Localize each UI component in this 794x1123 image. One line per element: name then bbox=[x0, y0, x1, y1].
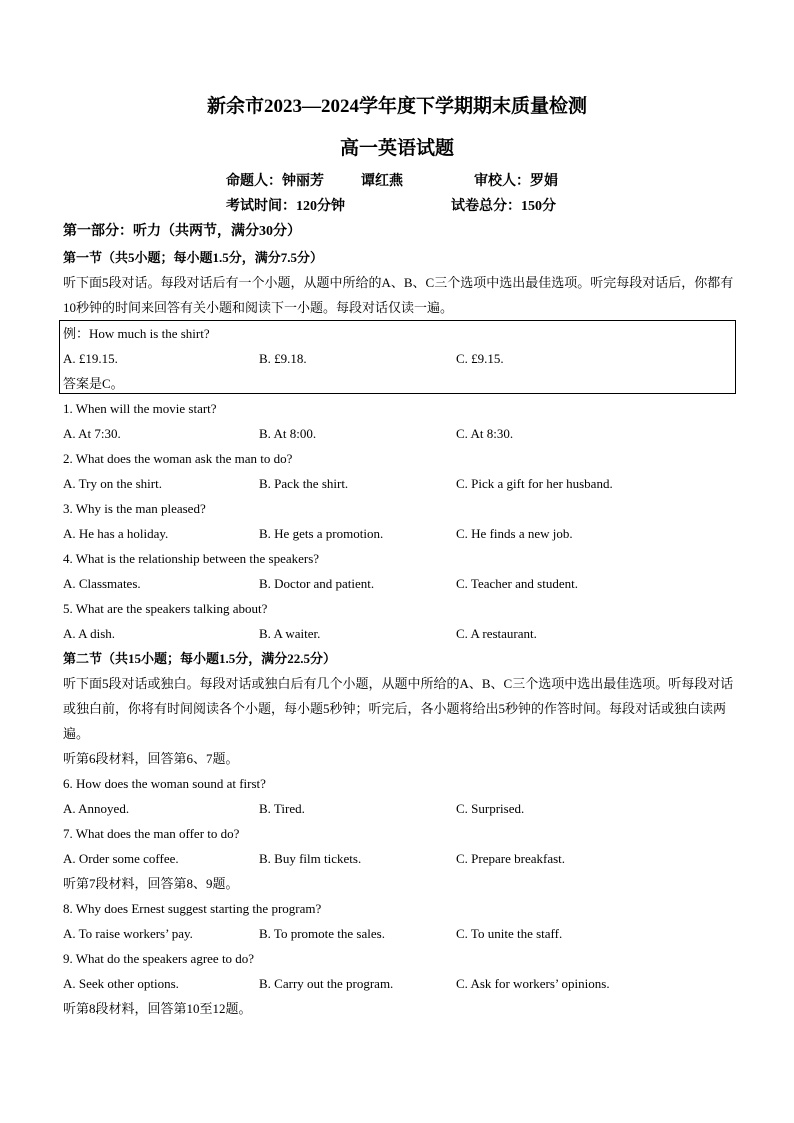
reviewer: 审校人：罗娟 bbox=[474, 174, 558, 189]
q8-option-a: A. To raise workers’ pay. bbox=[63, 926, 193, 941]
group-7-prompt: 听第7段材料，回答第8、9题。 bbox=[63, 876, 239, 891]
q7-option-a: A. Order some coffee. bbox=[63, 851, 179, 866]
q8-option-b: B. To promote the sales. bbox=[259, 926, 385, 941]
q9-option-c: C. Ask for workers’ opinions. bbox=[456, 976, 610, 991]
q7-option-c: C. Prepare breakfast. bbox=[456, 851, 566, 866]
q3-option-b: B. He gets a promotion. bbox=[259, 526, 384, 541]
q8-option-c: C. To unite the staff. bbox=[456, 926, 563, 941]
question-4: 4. What is the relationship between the speakers? bbox=[63, 551, 320, 566]
section2-instructions: 听下面5段对话或独白。每段对话或独白后有几个小题，从题中所给的A、B、C三个选项中选出最佳选项。听每段对话或独白前，你将有时间阅读各个小题，每小题5秒钟；听完后，各小题将给出5秒钟的作答时间。每段对话或独白读两遍。 bbox=[63, 676, 734, 741]
group-8-prompt: 听第8段材料，回答第10至12题。 bbox=[63, 1001, 252, 1016]
question-1: 1. When will the movie start? bbox=[63, 401, 217, 416]
example-question: 例：How much is the shirt? bbox=[63, 326, 210, 341]
example-answer: 答案是C。 bbox=[63, 376, 124, 391]
exam-title: 新余市2023—2024学年度下学期期末质量检测 bbox=[206, 96, 587, 117]
section1-heading: 第一节（共5小题；每小题1.5分，满分7.5分） bbox=[63, 250, 324, 265]
q3-option-c: C. He finds a new job. bbox=[456, 526, 573, 541]
question-2: 2. What does the woman ask the man to do? bbox=[63, 451, 293, 466]
example-option-b: B. £9.18. bbox=[259, 351, 307, 366]
q2-option-a: A. Try on the shirt. bbox=[63, 476, 162, 491]
q5-option-b: B. A waiter. bbox=[259, 626, 321, 641]
part1-heading: 第一部分：听力（共两节，满分30分） bbox=[63, 224, 301, 239]
q4-option-b: B. Doctor and patient. bbox=[259, 576, 375, 591]
q9-option-a: A. Seek other options. bbox=[63, 976, 179, 991]
question-3: 3. Why is the man pleased? bbox=[63, 501, 206, 516]
q3-option-a: A. He has a holiday. bbox=[63, 526, 169, 541]
question-8: 8. Why does Ernest suggest starting the program? bbox=[63, 901, 322, 916]
section1-instructions: 听下面5段对话。每段对话后有一个小题，从题中所给的A、B、C三个选项中选出最佳选项。听完每段对话后，你都有10秒钟的时间来回答有关小题和阅读下一小题。每段对话仅读一遍。 bbox=[63, 275, 734, 315]
q4-option-a: A. Classmates. bbox=[63, 576, 141, 591]
q5-option-a: A. A dish. bbox=[63, 626, 116, 641]
q1-option-b: B. At 8:00. bbox=[259, 426, 317, 441]
q2-option-b: B. Pack the shirt. bbox=[259, 476, 349, 491]
example-option-c: C. £9.15. bbox=[456, 351, 504, 366]
q5-option-c: C. A restaurant. bbox=[456, 626, 537, 641]
q7-option-b: B. Buy film tickets. bbox=[259, 851, 362, 866]
section2-heading: 第二节（共15小题；每小题1.5分，满分22.5分） bbox=[63, 651, 337, 666]
q6-option-a: A. Annoyed. bbox=[63, 801, 130, 816]
q1-option-a: A. At 7:30. bbox=[63, 426, 121, 441]
question-9: 9. What do the speakers agree to do? bbox=[63, 951, 255, 966]
exam-subtitle: 高一英语试题 bbox=[339, 138, 454, 159]
q2-option-c: C. Pick a gift for her husband. bbox=[456, 476, 613, 491]
q4-option-c: C. Teacher and student. bbox=[456, 576, 578, 591]
setter-label: 命题人：钟丽芳 bbox=[226, 174, 324, 189]
q6-option-b: B. Tired. bbox=[259, 801, 305, 816]
example-option-a: A. £19.15. bbox=[63, 351, 118, 366]
total-score: 试卷总分：150分 bbox=[451, 199, 556, 214]
setter-second: 谭红燕 bbox=[361, 174, 403, 189]
question-5: 5. What are the speakers talking about? bbox=[63, 601, 268, 616]
group-6-prompt: 听第6段材料，回答第6、7题。 bbox=[63, 751, 239, 766]
q9-option-b: B. Carry out the program. bbox=[259, 976, 394, 991]
q1-option-c: C. At 8:30. bbox=[456, 426, 514, 441]
question-6: 6. How does the woman sound at first? bbox=[63, 776, 266, 791]
question-7: 7. What does the man offer to do? bbox=[63, 826, 240, 841]
exam-time: 考试时间：120分钟 bbox=[226, 199, 345, 214]
q6-option-c: C. Surprised. bbox=[456, 801, 525, 816]
